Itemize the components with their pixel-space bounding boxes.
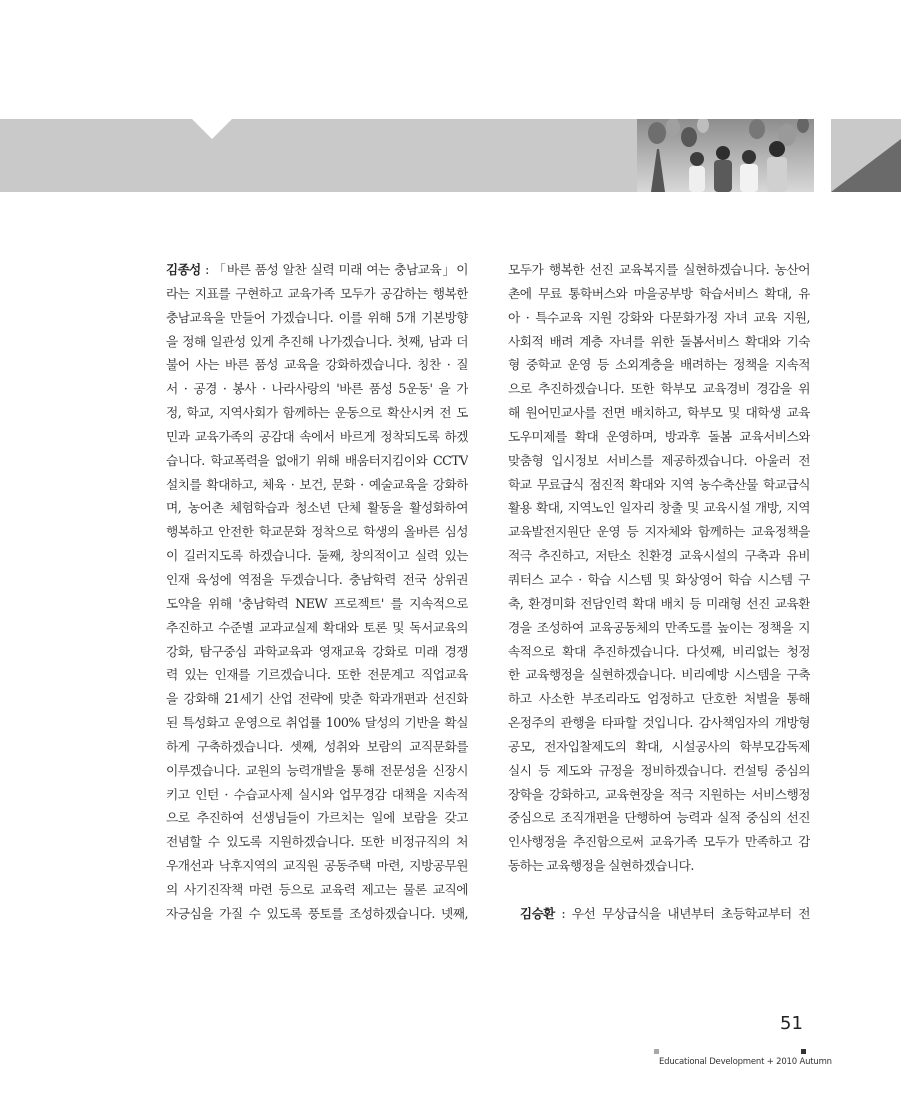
left-line: 전념할 수 있도록 지원하겠습니다. 또한 비정규직의 처 xyxy=(166,834,468,850)
left-line: 서 · 공경 · 봉사 · 나라사랑의 '바른 품성 5운동' 을 가 xyxy=(166,381,468,397)
right-line: 하고 사소한 부조리라도 엄정하고 단호한 처벌을 통해 xyxy=(508,691,810,707)
right-line: 동하는 교육행정을 실현하겠습니다. xyxy=(508,858,694,874)
right-line: 공모, 전자입찰제도의 확대, 시설공사의 학부모감독제 xyxy=(508,738,810,754)
left-line-0: 김종성 : 「바른 품성 알찬 실력 미래 여는 충남교육」이 xyxy=(166,262,468,277)
right-line: 쿼터스 교수 · 학습 시스템 및 화상영어 학습 시스템 구 xyxy=(508,571,810,587)
right-line: 인사행정을 추진함으로써 교육가족 모두가 만족하고 감 xyxy=(508,834,810,850)
right-column xyxy=(508,258,810,926)
students-photo xyxy=(637,119,814,192)
left-line: 자긍심을 가질 수 있도록 풍토를 조성하겠습니다. 넷째, xyxy=(166,905,468,921)
left-line: 된 특성화고 운영으로 취업률 100% 달성의 기반을 확실 xyxy=(166,715,468,731)
left-line: 설치를 확대하고, 체육 · 보건, 문화 · 예술교육을 강화하 xyxy=(166,476,468,492)
right-line: 교육발전지원단 운영 등 지자체와 함께하는 교육정책을 xyxy=(508,524,810,540)
speaker2-name: 김승환 xyxy=(520,905,555,921)
left-line: 이 길러지도록 하겠습니다. 둘째, 창의적이고 실력 있는 xyxy=(166,548,468,564)
left-column xyxy=(166,258,468,926)
left-line: 하게 구축하겠습니다. 셋째, 성취와 보람의 교직문화를 xyxy=(166,738,468,754)
speaker-name: 김종성 xyxy=(166,262,201,277)
right-line: 실시 등 제도와 규정을 정비하겠습니다. 컨설팅 중심의 xyxy=(508,762,810,778)
left-line: 도약을 위해 '충남학력 NEW 프로젝트' 를 지속적으로 xyxy=(166,595,468,611)
right-line: 중심으로 조직개편을 단행하여 능력과 실적 중심의 선진 xyxy=(508,810,810,826)
right-line: 모두가 행복한 선진 교육복지를 실현하겠습니다. 농산어 xyxy=(508,262,810,277)
right-line: 도우미제를 확대 운영하며, 방과후 돌봄 교육서비스와 xyxy=(508,428,810,444)
students-photo-icon xyxy=(637,119,814,192)
right-line: 형 중학교 운영 등 소외계층을 배려하는 정책을 지속적 xyxy=(508,357,810,373)
banner-notch xyxy=(192,119,232,139)
left-line: 의 사기진작책 마련 등으로 교육력 제고는 물론 교직에 xyxy=(166,881,468,897)
footer-text: Educational Development + 2010 Autumn xyxy=(659,1057,832,1067)
left-line: 키고 인턴 · 수습교사제 실시와 업무경감 대책을 지속적 xyxy=(166,786,468,802)
left-line: 력 있는 인재를 기르겠습니다. 또한 전문계고 직업교육 xyxy=(166,667,468,683)
left-line: 강화, 탐구중심 과학교육과 영재교육 강화로 미래 경쟁 xyxy=(166,643,468,659)
right-line: 한 교육행정을 실현하겠습니다. 비리예방 시스템을 구축 xyxy=(508,667,810,683)
left-line: 라는 지표를 구현하고 교육가족 모두가 공감하는 행복한 xyxy=(166,285,468,301)
left-line: 우개선과 낙후지역의 교직원 공동주택 마련, 지방공무원 xyxy=(166,858,468,874)
right-line: 맞춤형 입시정보 서비스를 제공하겠습니다. 아울러 전 xyxy=(508,452,810,468)
left-line: 으로 추진하여 선생님들이 가르치는 일에 보람을 갖고 xyxy=(166,810,468,826)
right-line: 온정주의 관행을 타파할 것입니다. 감사책임자의 개방형 xyxy=(508,715,810,731)
left-line: 충남교육을 만들어 가겠습니다. 이를 위해 5개 기본방향 xyxy=(166,309,468,325)
right-line: 촌에 무료 통학버스와 마을공부방 학습서비스 확대, 유 xyxy=(508,285,810,301)
right-line: 경을 조성하여 교육공동체의 만족도를 높이는 정책을 지 xyxy=(508,619,810,635)
footer-square-dark xyxy=(801,1049,806,1054)
right-line-speaker2: 김승환 : 우선 무상급식을 내년부터 초등학교부터 전 xyxy=(520,905,810,921)
right-line: 아 · 특수교육 지원 강화와 다문화가정 자녀 교육 지원, xyxy=(508,309,810,325)
right-line: 속적으로 확대 추진하겠습니다. 다섯째, 비리없는 청정 xyxy=(508,643,810,659)
left-line: 을 강화해 21세기 산업 전략에 맞춘 학과개편과 선진화 xyxy=(166,691,468,707)
right-line: 장학을 강화하고, 교육현장을 적극 지원하는 서비스행정 xyxy=(508,786,810,802)
left-line: 습니다. 학교폭력을 없애기 위해 배움터지킴이와 CCTV xyxy=(166,452,468,468)
right-line: 축, 환경미화 전담인력 확대 배치 등 미래형 선진 교육환 xyxy=(508,595,810,611)
footer-square-light xyxy=(654,1049,659,1054)
left-line: 며, 농어촌 체험학습과 청소년 단체 활동을 활성화하여 xyxy=(166,500,468,516)
right-line: 학교 무료급식 점진적 확대와 지역 농수축산물 학교급식 xyxy=(508,476,810,492)
right-line: 사회적 배려 계층 자녀를 위한 돌봄서비스 확대와 기숙 xyxy=(508,333,810,349)
corner-triangle-icon xyxy=(831,119,901,192)
left-line: 불어 사는 바른 품성 교육을 강화하겠습니다. 칭찬 · 질 xyxy=(166,357,468,373)
left-line: 추진하고 수준별 교과교실제 확대와 토론 및 독서교육의 xyxy=(166,619,468,635)
left-line: 민과 교육가족의 공감대 속에서 바르게 정착되도록 하겠 xyxy=(166,428,468,444)
left-line: 을 정해 일관성 있게 추진해 나가겠습니다. 첫째, 남과 더 xyxy=(166,333,468,349)
left-line: 이루겠습니다. 교원의 능력개발을 통해 전문성을 신장시 xyxy=(166,762,468,778)
page-number: 51 xyxy=(780,1013,803,1034)
left-line: 인재 육성에 역점을 두겠습니다. 충남학력 전국 상위권 xyxy=(166,571,468,587)
left-line: 행복하고 안전한 학교문화 정착으로 학생의 올바른 심성 xyxy=(166,524,468,540)
right-line: 활용 확대, 지역노인 일자리 창출 및 교육시설 개방, 지역 xyxy=(508,500,810,516)
right-line: 적극 추진하고, 저탄소 친환경 교육시설의 구축과 유비 xyxy=(508,548,810,564)
right-line: 해 원어민교사를 전면 배치하고, 학부모 및 대학생 교육 xyxy=(508,405,810,421)
paragraph-gap xyxy=(508,878,810,902)
right-line: 으로 추진하겠습니다. 또한 학부모 교육경비 경감을 위 xyxy=(508,381,810,397)
left-line: 정, 학교, 지역사회가 함께하는 운동으로 확산시켜 전 도 xyxy=(166,405,468,421)
